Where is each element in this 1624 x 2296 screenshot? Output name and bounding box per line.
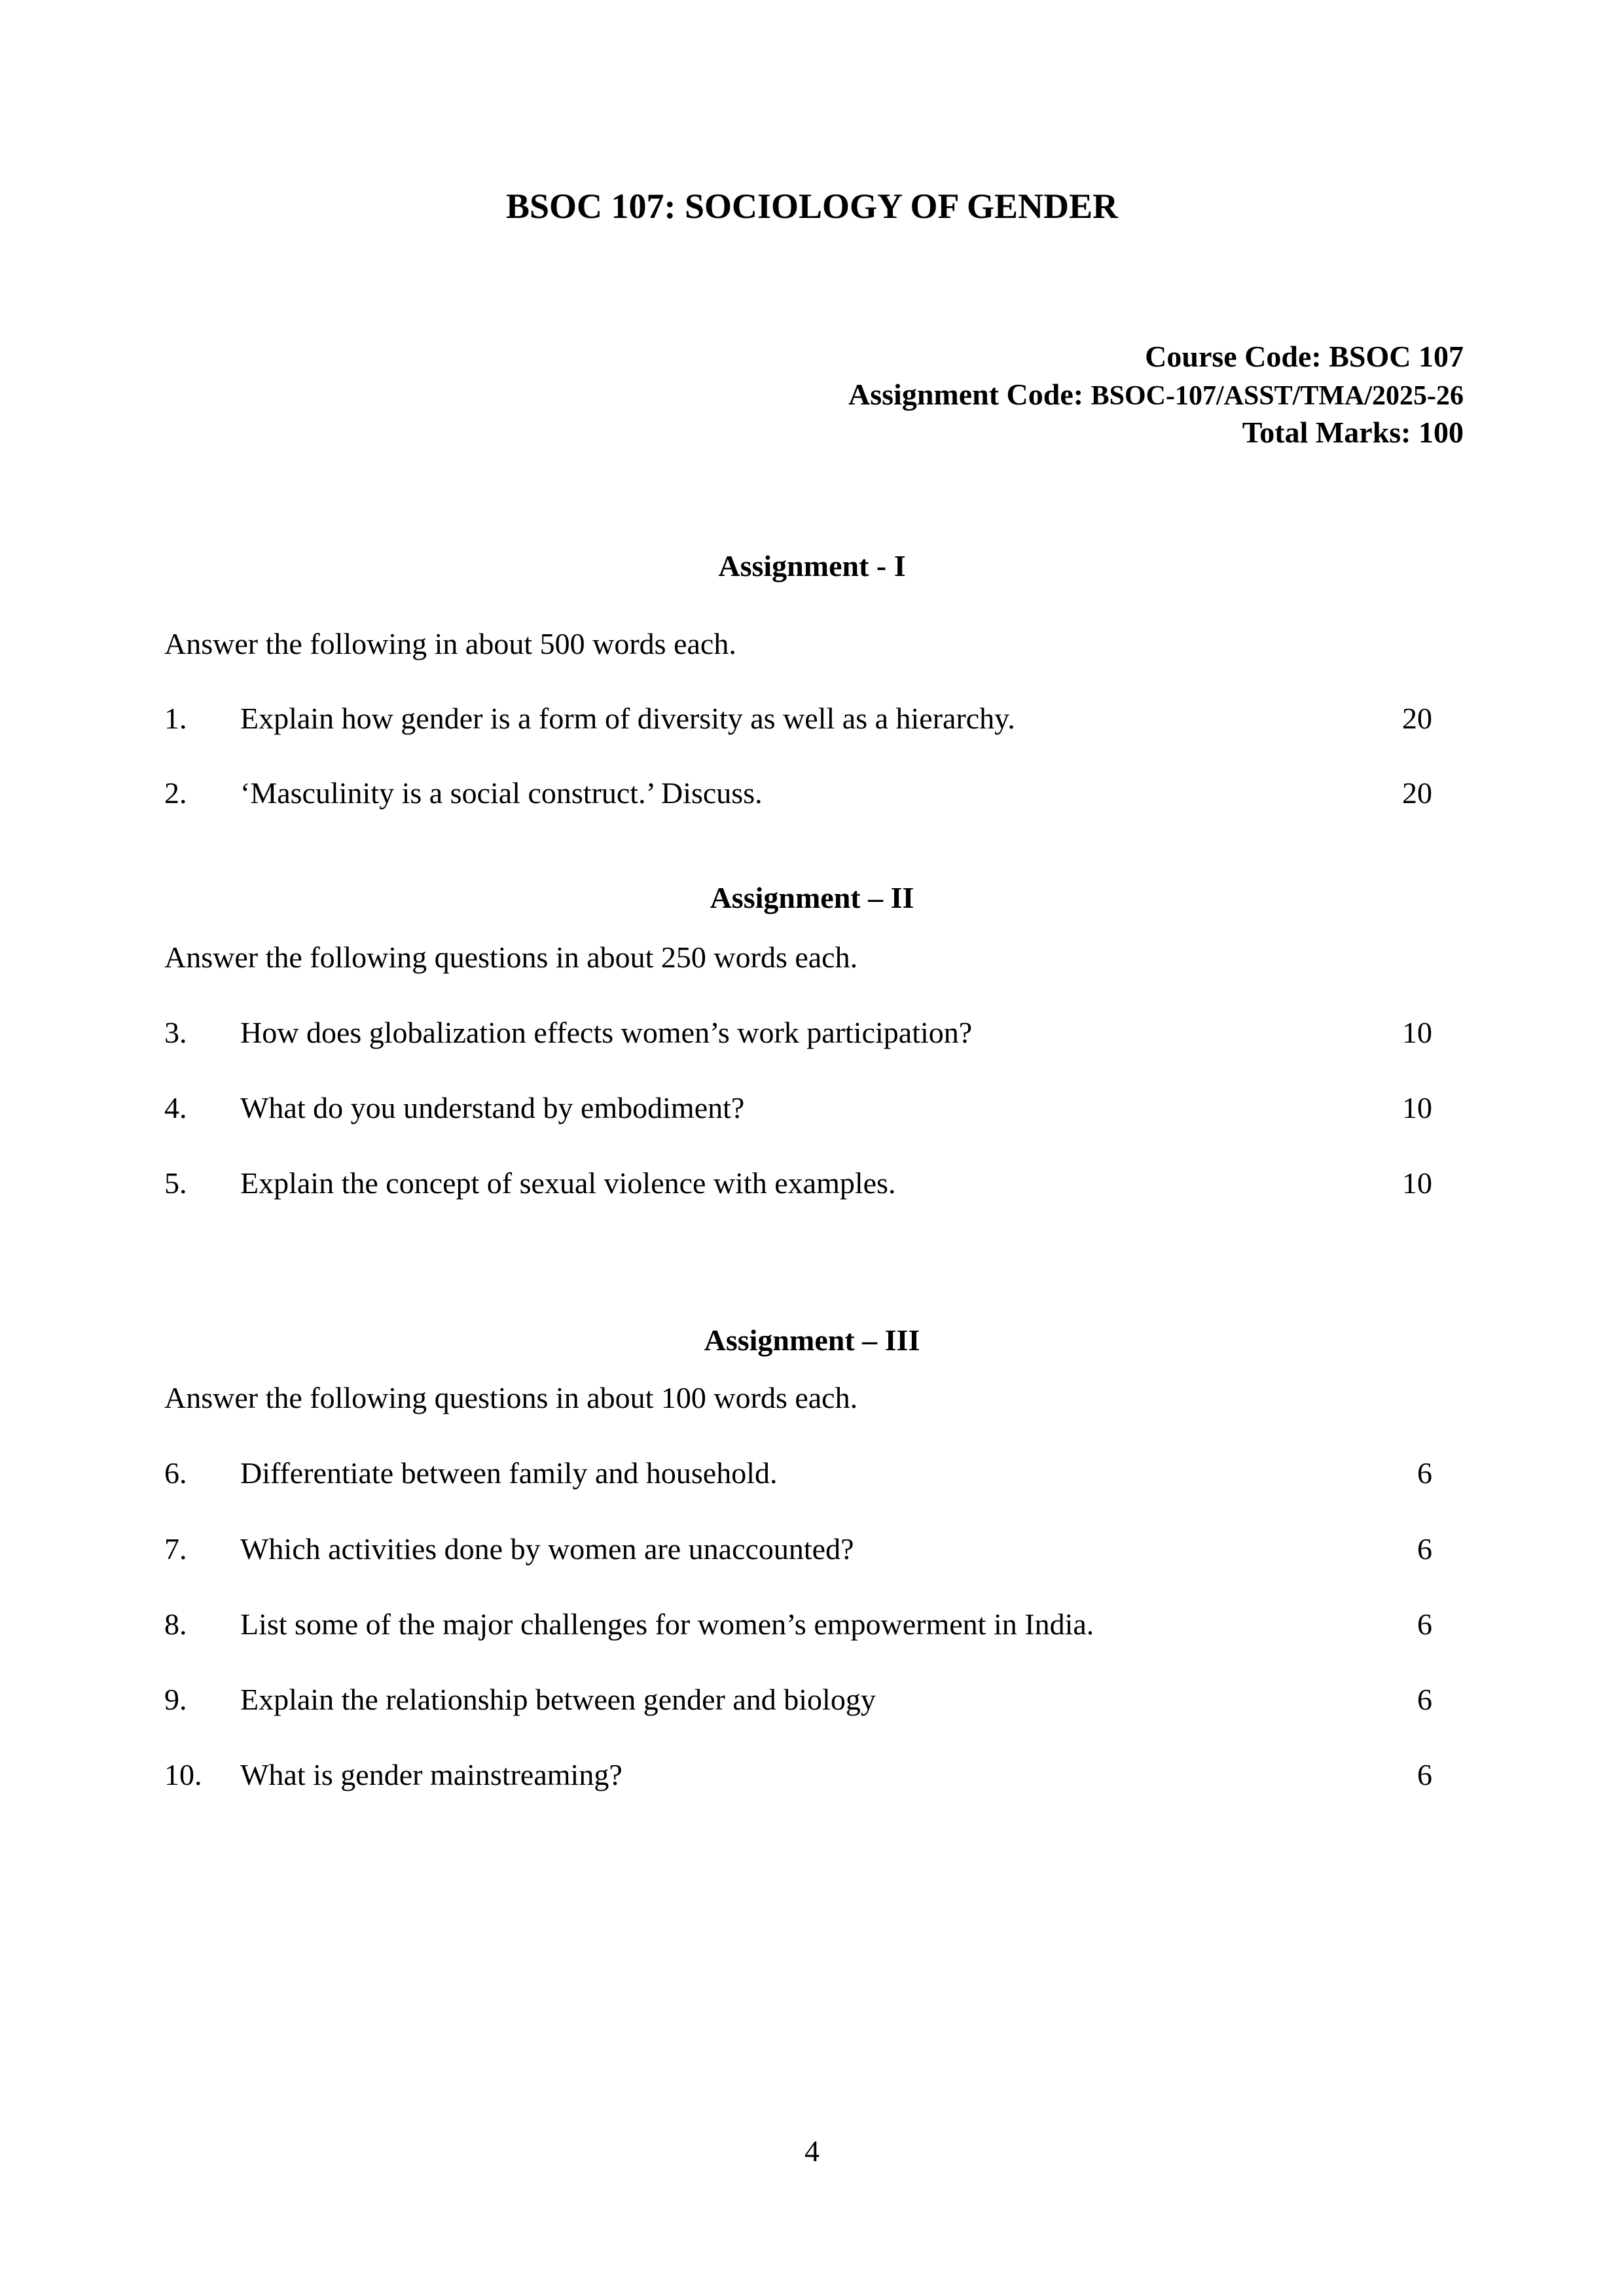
question-marks: 20 [1402, 702, 1432, 735]
question-row [164, 1530, 1432, 1568]
total-marks-value: 100 [1418, 416, 1464, 449]
question-marks: 20 [1402, 776, 1432, 810]
question-text: List some of the major challenges for women’s empowerment in India. [240, 1607, 1094, 1641]
question-row [164, 700, 1432, 738]
question-row [164, 1681, 1432, 1719]
assignment-code-line [848, 376, 1464, 415]
question-marks: 10 [1402, 1016, 1432, 1049]
question-row [164, 1089, 1432, 1127]
section-instruction: Answer the following questions in about 100 words each. [164, 1381, 858, 1414]
section-instruction: Answer the following questions in about 250 words each. [164, 941, 858, 974]
question-text: Explain the concept of sexual violence with examples. [240, 1166, 896, 1200]
question-text: ‘Masculinity is a social construct.’ Discuss. [240, 776, 763, 810]
section-instruction: Answer the following in about 500 words each. [164, 627, 736, 660]
assignment-code-label: Assignment Code: [848, 378, 1091, 411]
question-marks: 6 [1417, 1456, 1432, 1490]
section-heading-assignment-2: Assignment – II [710, 881, 914, 914]
question-row [164, 1756, 1432, 1794]
section-heading-assignment-1: Assignment - I [718, 549, 906, 583]
question-text: Which activities done by women are unaccounted? [240, 1532, 854, 1566]
question-number: 2. [164, 776, 187, 810]
question-marks: 6 [1417, 1532, 1432, 1566]
section-heading-assignment-3: Assignment – III [704, 1323, 920, 1357]
question-text: How does globalization effects women’s work participation? [240, 1016, 973, 1049]
total-marks-label: Total Marks: [1242, 416, 1418, 449]
question-number: 4. [164, 1091, 187, 1124]
course-code-line [1145, 338, 1464, 376]
question-marks: 10 [1402, 1091, 1432, 1124]
question-number: 7. [164, 1532, 187, 1566]
total-marks-line [1242, 414, 1464, 452]
question-marks: 10 [1402, 1166, 1432, 1200]
question-number: 8. [164, 1607, 187, 1641]
assignment-code-value: BSOC-107/ASST/TMA/2025-26 [1091, 381, 1464, 411]
question-row [164, 1164, 1432, 1202]
question-number: 5. [164, 1166, 187, 1200]
question-row [164, 1605, 1432, 1643]
document-title: BSOC 107: SOCIOLOGY OF GENDER [505, 187, 1119, 226]
question-number: 6. [164, 1456, 187, 1490]
question-marks: 6 [1417, 1758, 1432, 1791]
question-number: 9. [164, 1683, 187, 1716]
question-text: Explain how gender is a form of diversity as well as a hierarchy. [240, 702, 1015, 735]
question-row [164, 774, 1432, 812]
question-text: What is gender mainstreaming? [240, 1758, 623, 1791]
question-text: Explain the relationship between gender and biology [240, 1683, 876, 1716]
course-code-label: Course Code: [1145, 340, 1329, 373]
question-marks: 6 [1417, 1683, 1432, 1716]
question-number: 10. [164, 1758, 202, 1791]
question-text: What do you understand by embodiment? [240, 1091, 745, 1124]
question-number: 3. [164, 1016, 187, 1049]
course-code-value: BSOC 107 [1329, 340, 1464, 373]
question-number: 1. [164, 702, 187, 735]
page-number: 4 [804, 2134, 820, 2168]
question-text: Differentiate between family and household. [240, 1456, 778, 1490]
question-marks: 6 [1417, 1607, 1432, 1641]
question-row [164, 1454, 1432, 1492]
question-row [164, 1014, 1432, 1052]
